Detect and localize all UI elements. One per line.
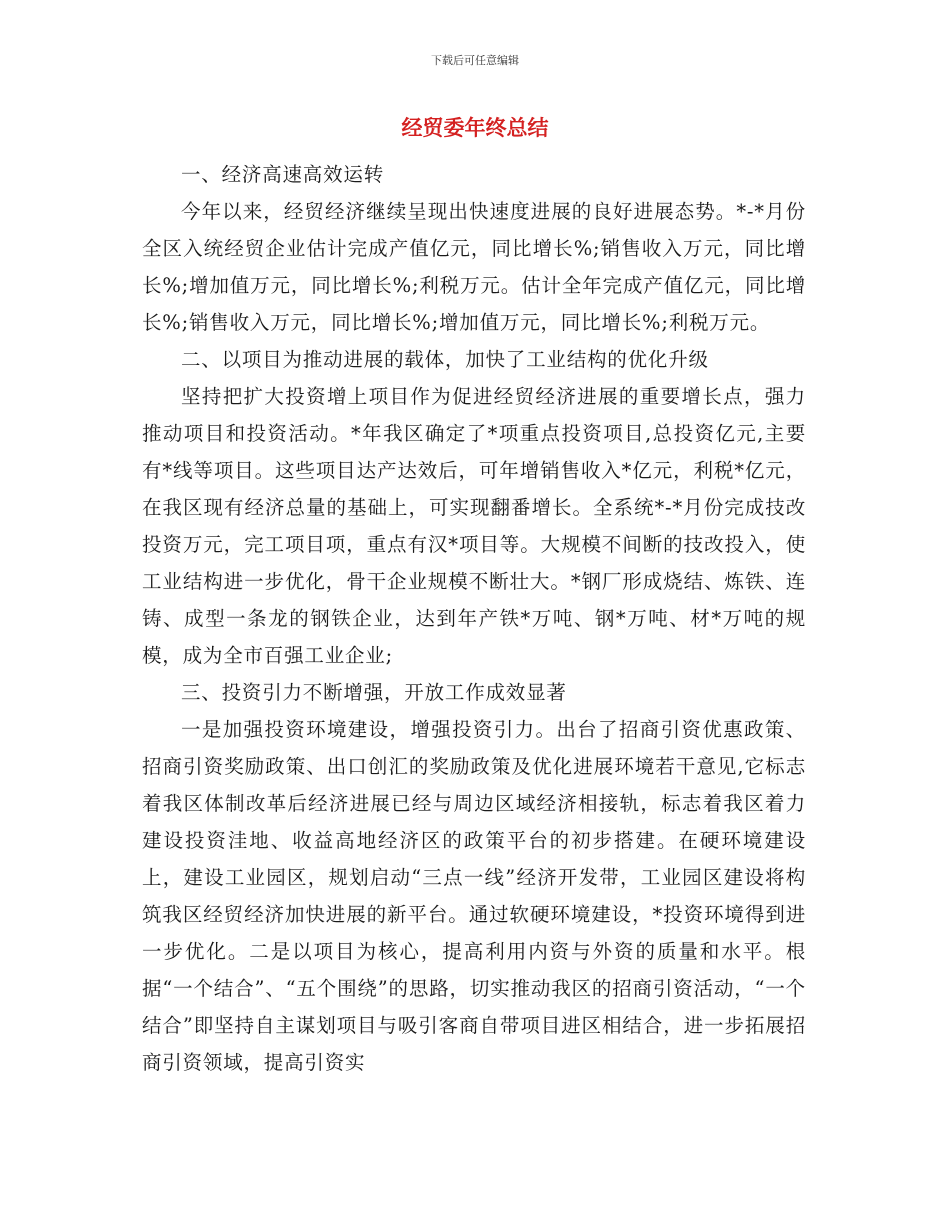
document-title: 经贸委年终总结 bbox=[401, 116, 549, 140]
section-heading-1: 一、经济高速高效运转 bbox=[181, 163, 385, 186]
paragraph: 今年以来，经贸经济继续呈现出快速度进展的良好进展态势。*-*月份全区入统经贸企业估计完成产值亿元，同比增长%;销售收入万元，同比增长%;增加值万元，同比增长%;利税万元。估计全年完成产值亿元，同比增长%;销售收入万元，同比增长%;增加值万元，同比增长%;利税万元。 bbox=[142, 200, 806, 334]
paragraph: 坚持把扩大投资增上项目作为促进经贸经济进展的重要增长点，强力推动项目和投资活动。*年我区确定了*项重点投资项目,总投资亿元,主要有*线等项目。这些项目达产达效后，可年增销售收入*亿元，利税*亿元，在我区现有经济总量的基础上，可实现翻番增长。全系统*-*月份完成技改投资万元，完工项目项，重点有汉*项目等。大规模不间断的技改投入，使工业结构进一步优化，骨干企业规模不断壮大。*钢厂形成烧结、炼铁、连铸、成型一条龙的钢铁企业，达到年产铁*万吨、钢*万吨、材*万吨的规模，成为全市百强工业企业; bbox=[142, 385, 806, 667]
section-heading-3: 三、投资引力不断增强，开放工作成效显著 bbox=[181, 681, 567, 704]
document-body bbox=[142, 156, 806, 1081]
section-heading-2: 二、以项目为推动进展的载体，加快了工业结构的优化升级 bbox=[181, 348, 709, 371]
paragraph: 一是加强投资环境建设，增强投资引力。出台了招商引资优惠政策、招商引资奖励政策、出口创汇的奖励政策及优化进展环境若干意见,它标志着我区体制改革后经济进展已经与周边区域经济相接轨，标志着我区着力建设投资洼地、收益高地经济区的政策平台的初步搭建。在硬环境建设上，建设工业园区，规划启动“三点一线”经济开发带，工业园区建设将构筑我区经贸经济加快进展的新平台。通过软硬环境建设，*投资环境得到进一步优化。二是以项目为核心，提高利用内资与外资的质量和水平。根据“一个结合”、“五个围绕”的思路，切实推动我区的招商引资活动，“一个结合”即坚持自主谋划项目与吸引客商自带项目进区相结合，进一步拓展招商引资领域，提高引资实 bbox=[142, 718, 806, 1074]
header-note: 下载后可任意编辑 bbox=[431, 54, 519, 67]
